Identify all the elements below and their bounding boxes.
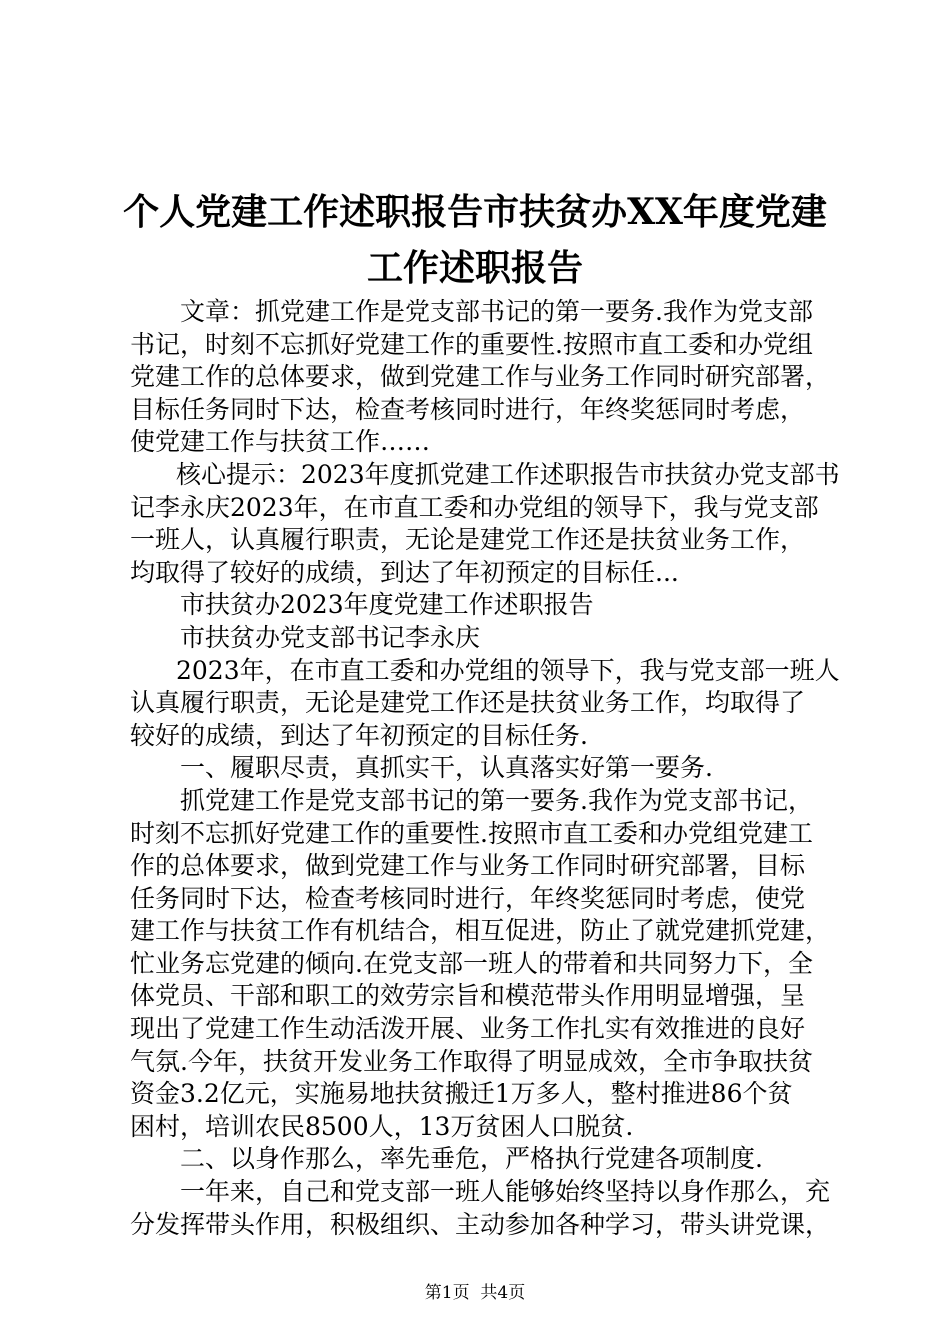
paragraph-line: 认真履行职责，无论是建党工作还是扶贫业务工作，均取得了 <box>130 688 806 718</box>
paragraph-line: 书记，时刻不忘抓好党建工作的重要性.按照市直工委和办党组 <box>130 329 813 359</box>
paragraph-line: 文章：抓党建工作是党支部书记的第一要务.我作为党支部 <box>180 297 813 326</box>
paragraph-line: 困村，培训农民8500人，13万贫困人口脱贫. <box>130 1111 634 1141</box>
paragraph-line: 目标任务同时下达，检查考核同时进行，年终奖惩同时考虑， <box>130 394 806 424</box>
paragraph-line: 2023年，在市直工委和办党组的领导下，我与党支部一班人 <box>176 655 840 685</box>
paragraph-line: 均取得了较好的成绩，到达了年初预定的目标任... <box>130 557 679 587</box>
paragraph-line: 忙业务忘党建的倾向.在党支部一班人的带着和共同努力下，全 <box>130 948 813 978</box>
document-body <box>130 296 840 1241</box>
document-title-line-1: 个人党建工作述职报告市扶贫办XX年度党建 <box>123 191 827 233</box>
paragraph-line: 现出了党建工作生动活泼开展、业务工作扎实有效推进的良好 <box>130 1014 806 1044</box>
paragraph-line: 体党员、干部和职工的效劳宗旨和模范带头作用明显增强，呈 <box>130 981 806 1011</box>
paragraph-line: 作的总体要求，做到党建工作与业务工作同时研究部署，目标 <box>130 851 806 881</box>
paragraph-line: 资金3.2亿元，实施易地扶贫搬迁1万多人，整村推进86个贫 <box>130 1079 793 1109</box>
paragraph-line: 市扶贫办党支部书记李永庆 <box>180 622 481 652</box>
paragraph-line: 时刻不忘抓好党建工作的重要性.按照市直工委和办党组党建工 <box>130 818 813 848</box>
paragraph-line: 抓党建工作是党支部书记的第一要务.我作为党支部书记， <box>180 785 813 815</box>
paragraph-line: 一年来，自己和党支部一班人能够始终坚持以身作那么，充 <box>180 1177 831 1207</box>
paragraph-line: 建工作与扶贫工作有机结合，相互促进，防止了就党建抓党建， <box>130 916 831 946</box>
paragraph-line: 记李永庆2023年，在市直工委和办党组的领导下，我与党支部 <box>130 492 819 522</box>
paragraph-line: 一班人，认真履行职责，无论是建党工作还是扶贫业务工作， <box>130 525 806 555</box>
paragraph-line: 核心提示：2023年度抓党建工作述职报告市扶贫办党支部书 <box>176 459 840 489</box>
section-heading-line: 二、以身作那么，率先垂危，严格执行党建各项制度. <box>180 1144 763 1174</box>
paragraph-line: 较好的成绩，到达了年初预定的目标任务. <box>130 720 588 750</box>
paragraph-line: 党建工作的总体要求，做到党建工作与业务工作同时研究部署， <box>130 362 831 392</box>
document-title-line-2: 工作述职报告 <box>366 247 583 289</box>
paragraph-line: 气氛.今年，扶贫开发业务工作取得了明显成效，全市争取扶贫 <box>130 1046 813 1076</box>
paragraph-line: 使党建工作与扶贫工作…… <box>130 427 431 457</box>
paragraph-line: 分发挥带头作用，积极组织、主动参加各种学习，带头讲党课， <box>130 1209 831 1239</box>
paragraph-line: 任务同时下达，检查考核同时进行，年终奖惩同时考虑，使党 <box>130 883 806 913</box>
page-number-footer: 第1页 共4页 <box>424 1283 526 1303</box>
section-heading-line: 一、履职尽责，真抓实干，认真落实好第一要务. <box>180 753 713 783</box>
paragraph-line: 市扶贫办2023年度党建工作述职报告 <box>180 590 594 620</box>
